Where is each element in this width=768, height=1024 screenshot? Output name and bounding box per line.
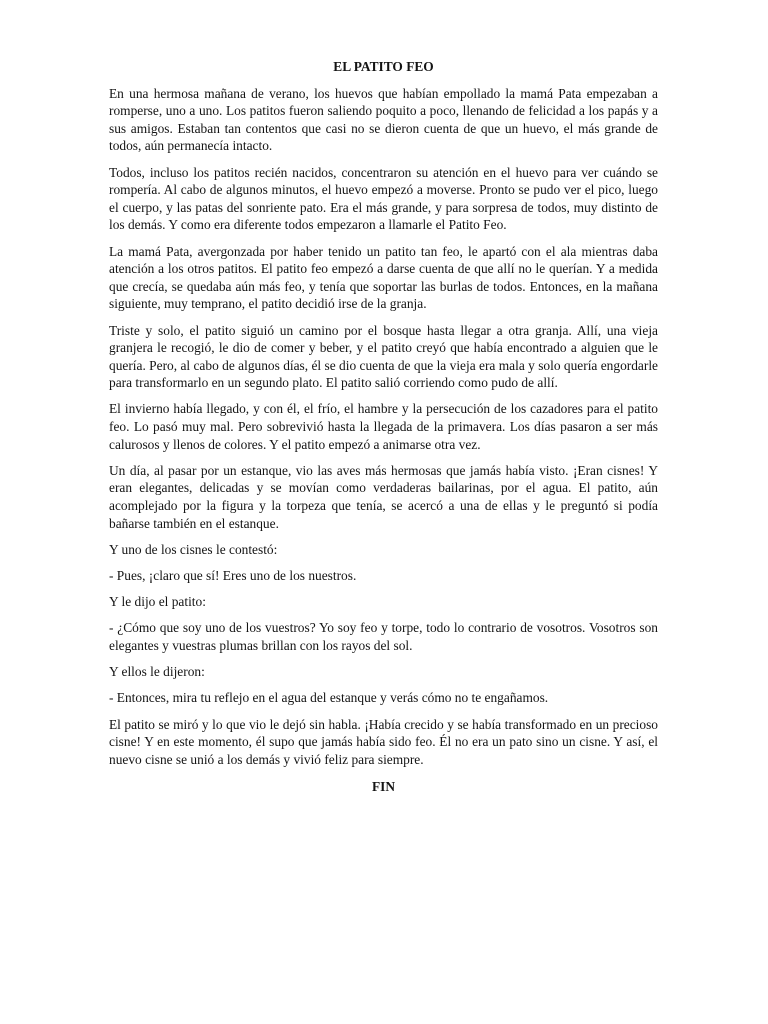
paragraph-4: Triste y solo, el patito siguió un camino por el bosque hasta llegar a otra granja. Allí, una vieja granjera le recogió, le dio de comer y beber, y el patito creyó que había encontrado a alguien que le quería. Pero, al cabo de algunos días, él se dio cuenta de que la vieja era mala y solo quería engordarle para transformarlo en un segundo plato. El patito salió corriendo como pudo de allí.	[109, 322, 658, 391]
document-title: EL PATITO FEO	[333, 59, 434, 74]
paragraph-10: - ¿Cómo que soy uno de los vuestros? Yo soy feo y torpe, todo lo contrario de vosotros. Vosotros son elegantes y vuestras plumas brillan con los rayos del sol.	[109, 620, 658, 653]
paragraph-12: - Entonces, mira tu reflejo en el agua del estanque y verás cómo no te engañamos.	[109, 690, 549, 706]
document-ending: FIN	[371, 779, 396, 795]
paragraph-11: Y ellos le dijeron:	[109, 664, 205, 680]
document-body	[109, 58, 658, 796]
paragraph-2: Todos, incluso los patitos recién nacidos, concentraron su atención en el huevo para ver cuándo se rompería. Al cabo de algunos minutos, el huevo empezó a moverse. Pronto se pudo ver el pico, luego el cuerpo, y las patas del sonriente pato. Era el más grande, y para sorpresa de todos, muy distinto de los demás. Y como era diferente todos empezaron a llamarle el Patito Feo.	[109, 164, 658, 233]
paragraph-7: Y uno de los cisnes le contestó:	[109, 541, 278, 557]
paragraph-8: - Pues, ¡claro que sí! Eres uno de los nuestros.	[109, 568, 357, 583]
paragraph-13: El patito se miró y lo que vio le dejó sin habla. ¡Había crecido y se había transformado en un precioso cisne! Y en este momento, él supo que jamás había sido feo. Él no era un pato sino un cisne. Y así, el nuevo cisne se unió a los demás y vivió feliz para siempre.	[109, 716, 658, 767]
paragraph-5: El invierno había llegado, y con él, el frío, el hambre y la persecución de los cazadores para el patito feo. Lo pasó muy mal. Pero sobrevivió hasta la llegada de la primavera. Los días pasaron a ser más calurosos y llenos de colores. Y el patito empezó a animarse otra vez.	[109, 401, 658, 452]
paragraph-6: Un día, al pasar por un estanque, vio las aves más hermosas que jamás había visto. ¡Eran cisnes! Y eran elegantes, delicadas y se movían como verdaderas bailarinas, por el agua. El patito, aún acomplejado por la figura y la torpeza que tenía, se acercó a una de ellas y le preguntó si podía bañarse también en el estanque.	[109, 462, 658, 531]
paragraph-3: La mamá Pata, avergonzada por haber tenido un patito tan feo, le apartó con el ala mientras daba atención a los otros patitos. El patito feo empezó a darse cuenta de que allí no le querían. Y a medida que crecía, se quedaba aún más feo, y tenía que soportar las burlas de todos. Entonces, en la mañana siguiente, muy temprano, el patito decidió irse de la granja.	[109, 243, 658, 312]
paragraph-1: En una hermosa mañana de verano, los huevos que habían empollado la mamá Pata empezaban a romperse, uno a uno. Los patitos fueron saliendo poquito a poco, llenando de felicidad a los papás y a sus amigos. Estaban tan contentos que casi no se dieron cuenta de que un huevo, el más grande de todos, aún permanecía intacto.	[109, 85, 658, 154]
paragraph-9: Y le dijo el patito:	[109, 594, 206, 610]
